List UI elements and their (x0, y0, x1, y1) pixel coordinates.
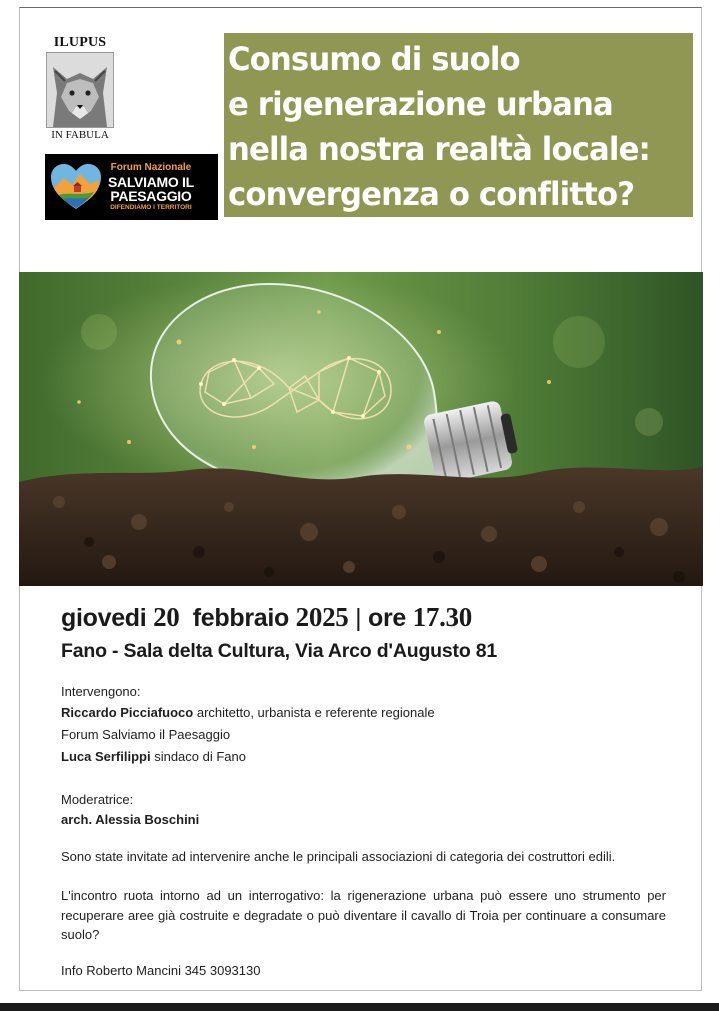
forum-logo-line1: Forum Nazionale (110, 161, 192, 173)
body-paragraph-2: L'incontro ruota intorno ad un interrogativo: la rigenerazione urbana può essere uno strumento per recuperare aree già costruite e degradate o può diventare il cavallo di Troia per continuare a consumare suolo? (61, 888, 666, 942)
contact-info: Info Roberto Mancini 345 3093130 (61, 963, 261, 978)
title-banner (224, 33, 693, 217)
speaker-2-name: Luca Serfilippi (61, 749, 151, 764)
lupus-in-fabula-logo (44, 36, 116, 141)
event-weekday: giovedi (61, 604, 147, 632)
event-venue: Fano - Sala delta Cultura, Via Arco d'Augusto 81 (61, 640, 498, 662)
event-time: 17.30 (412, 602, 472, 632)
forum-salviamo-paesaggio-logo (45, 154, 218, 220)
heart-landscape-icon (50, 162, 102, 212)
wolf-image (46, 52, 114, 128)
forum-logo-line2: SALVIAMO IL (108, 173, 194, 190)
event-month: febbraio (192, 604, 290, 632)
lupus-logo-subtitle: IN FABULA (51, 129, 109, 141)
speaker-1-organization: Forum Salviamo il Paesaggio (61, 727, 231, 742)
title-line-4: convergenza o conflitto? (228, 175, 635, 213)
forum-logo-line3: PAESAGGIO (110, 187, 192, 204)
event-day: 20 (153, 602, 180, 632)
title-line-1: Consumo di suolo (228, 40, 520, 78)
bottom-edge-bar (0, 1003, 719, 1011)
lightbulb-soil-photo (19, 272, 703, 586)
moderator-name: arch. Alessia Boschini (61, 812, 200, 827)
event-year: 2025 (295, 602, 349, 632)
moderator-heading: Moderatrice: (61, 792, 134, 807)
speaker-1 (61, 705, 435, 721)
title-line-3: nella nostra realtà locale: (228, 130, 650, 168)
title-line-2: e rigenerazione urbana (228, 85, 613, 123)
date-separator: | (355, 604, 362, 632)
forum-logo-tagline: DIFENDIAMO I TERRITORI (110, 203, 192, 211)
body-paragraph-1: Sono state invitate ad intervenire anche le principali associazioni di categoria dei costruttori edili. (61, 849, 616, 864)
lupus-logo-title: ILUPUS (53, 35, 107, 50)
speaker-1-name: Riccardo Picciafuoco (61, 705, 194, 720)
speakers-heading: Intervengono: (61, 684, 141, 699)
event-date-time (61, 602, 472, 633)
speaker-1-role: architetto, urbanista e referente regionale (196, 705, 435, 720)
speaker-2-role: sindaco di Fano (154, 749, 246, 764)
speaker-2 (61, 749, 246, 765)
time-label: ore (368, 604, 407, 632)
